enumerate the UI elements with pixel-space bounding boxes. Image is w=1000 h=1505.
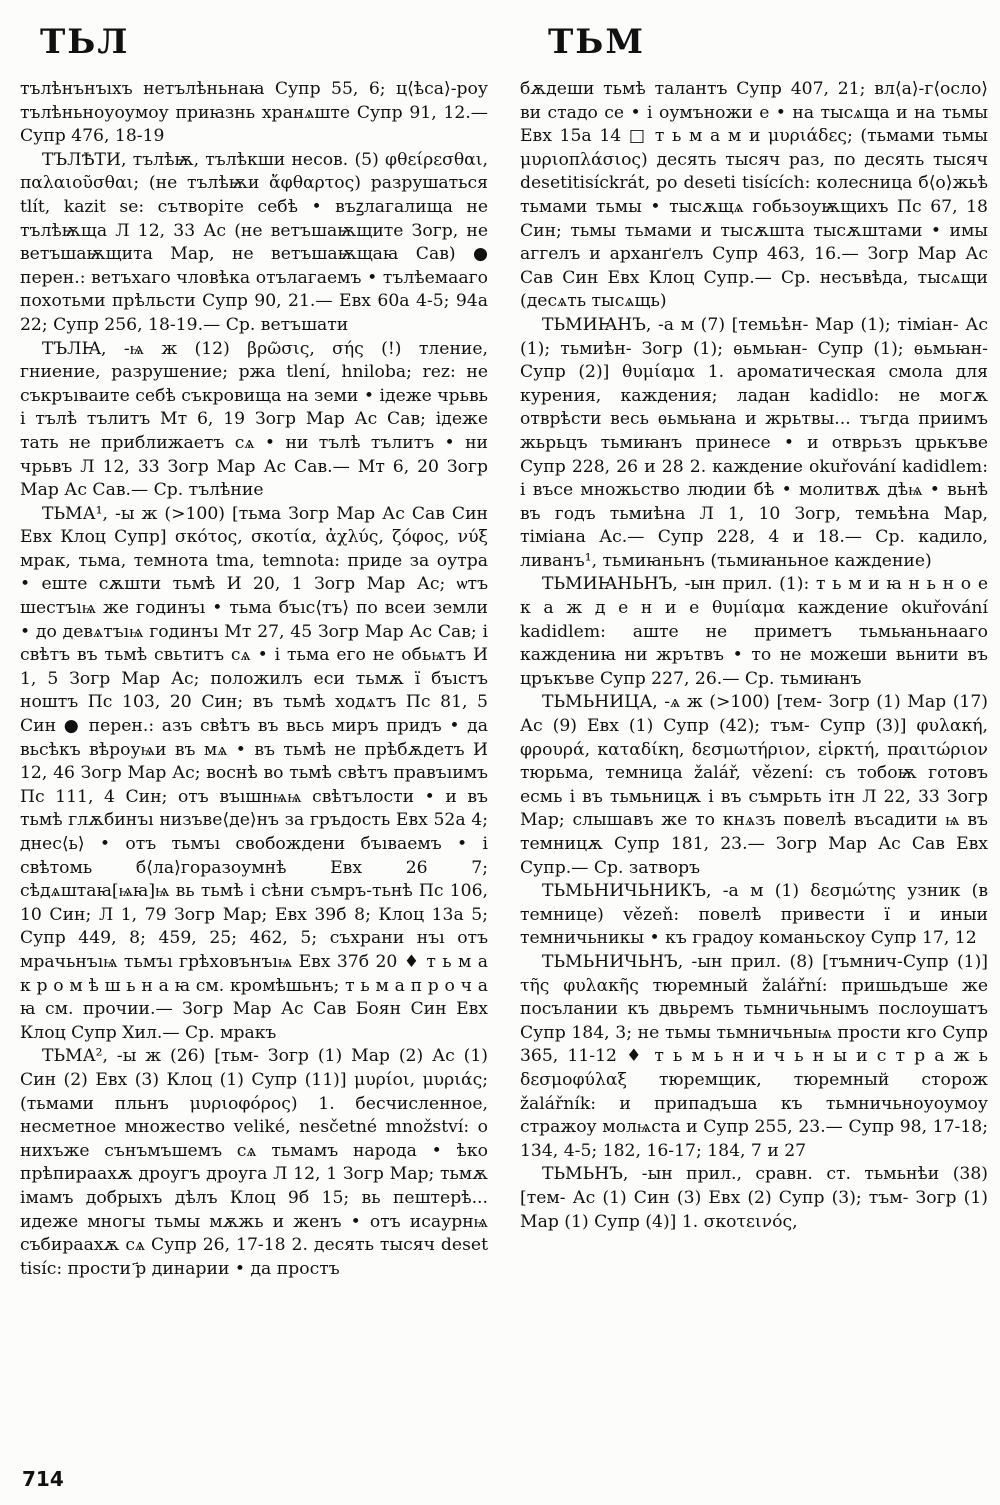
- dictionary-entry: ТЬМИꙖНЬНЪ, -ын прил. (1): т ь м и ꙗ н ь н о е к а ж д е н и е θυμίαμα каждение okuřování kadidlem: аште не приметъ тьмьꙗньнааго каждениꙗ ни жрътвъ • то не можеши вьнити въ цръкъве Супр 227, 26.— Ср. тьмиꙗнъ: [520, 574, 988, 689]
- page-number: 714: [22, 1467, 64, 1491]
- dictionary-entry: ТЬМЬНИЧЬНЪ, -ын прил. (8) [тъмнич-Супр (1)] τῆς φυλακῆς тюремный žalářní: пришьдъше же посълании къ двьремъ тьмничьнымъ послоушатъ Супр 184, 3; не тьмы тьмничьныѩ прости кго Супр 365, 11-12 ♦ т ь м ь н и ч ь н ы и с т р а ж ь δεσμοφύλαξ тюремщик, тюремный сторож žalářník: и припадъша къ тьмничьноуоумоу стражоу молѩста и Супр 255, 23.— Супр 98, 17-18; 134, 4-5; 182, 16-17; 184, 7 и 27: [520, 951, 988, 1161]
- running-head-right: ТЬМ: [548, 22, 645, 62]
- dictionary-entry: ТЪЛꙖ, -ѩ ж (12) βρῶσις, σής (!) тление, гниение, разрушение; ржа tlení, hniloba; rez: не съкръıваите себѣ съкровища на земи • ідеже чрьвь і тълѣ тълитъ Мт 6, 19 Зогр Мар Ас Сав; ідеже тать не приближаетъ сѧ • ни тълѣ тълитъ • ни чрьвъ Л 12, 33 Зогр Мар Ас Сав.— Мт 6, 20 Зогр Мар Ас Сав.— Ср. тълѣние: [20, 338, 488, 501]
- dictionary-entry: ТЬМИꙖНЪ, -а м (7) [темьѣн- Мар (1); тіміан- Ас (1); тьмиѣн- Зогр (1); ѳьмьꙗн- Супр (1); ѳьмьꙗн- Супр (2)] θυμίαμα 1. ароматическая смола для курения, каждения; ладан kadidlo: не могѫ отврѣсти весь ѳьмьꙗна и жрьтвы... тъгда приимъ жьрьцъ тьмиꙗнъ принесе • и отврьзъ црькъве Супр 228, 26 и 28 2. каждение okuřování kadidlem: і въсе множьство людии бѣ • молитвѫ дѣѩ • вьнѣ въ годъ тьмиѣна Л 1, 10 Зогр, темьѣна Мар, тіміана Ас.— Супр 228, 4 и 18.— Ср. кадило, ливанъ¹, тьмиꙗньнъ (тьмиꙗньное каждение): [520, 314, 988, 571]
- running-head-left: ТЬЛ: [40, 22, 130, 62]
- dictionary-entry-continuation: тълѣнънъıхъ нетълѣньнаꙗ Супр 55, 6; ц⟨ѣса⟩-роу тълѣньноуоумоу приꙗзнь хранѧште Супр 91, 12.— Супр 476, 18-19: [20, 79, 488, 147]
- dictionary-entry: ТЬМЬНЪ, -ын прил., сравн. ст. тьмьнѣи (38) [тем- Ас (1) Син (3) Евх (2) Супр (3); тъм- Зогр (1) Мар (1) Супр (4)] 1. σκοτεινός,: [520, 1164, 988, 1232]
- dictionary-entry: ТЬМА², -ы ж (26) [тьм- Зогр (1) Мар (2) Ас (1) Син (2) Евх (3) Клоц (1) Супр (11)] μυρίοι, μυριάς; (тьмами пльнъ μυριοφόρος) 1. бесчисленное, несметное множество veliké, nesčetné množství: о нихъже сънъмъшемъ сѧ тьмамъ народа • ѣко прѣпираахѫ дроугъ дроуга Л 12, 1 Зогр Мар; тьмѫ імамъ добрыхъ дѣлъ Клоц 9б 15; вь пештерѣ... идеже многы тьмы мѫжь и женъ • отъ исаурнѩ събираахѫ сѧ Супр 26, 17-18 2. десять тысяч deset tisíc: прости ҃р динарии • да простъ: [20, 1046, 488, 1279]
- dictionary-entry: ТЬМА¹, -ы ж (>100) [тьма Зогр Мар Ас Сав Син Евх Клоц Супр] σκότος, σκοτία, ἀχλύς, ζόφος, νύξ мрак, тьма, темнота tma, temnota: приде за оутра • еште сѫшти тьмѣ И 20, 1 Зогр Мар Ас; ѡтъ шестъıѩ же годинъı • тьма бъıс⟨тъ⟩ по всеи земли • до девѧтъıѩ годинъı Мт 27, 45 Зогр Мар Ас Сав; і свѣтъ въ тьмѣ свьтитъ сѧ • і тьма его не обьѩтъ И 1, 5 Зогр Мар Ас; положилъ еси тьмѫ ї бъıстъ ноштъ Пс 103, 20 Син; въ тьмѣ ходѧтъ Пс 81, 5 Син ● перен.: азъ свѣтъ въ вьсь миръ придъ • да вьсѣкъ вѣроуѩи въ мѧ • въ тьмѣ не прѣбѫдетъ И 12, 46 Зогр Мар Ас; воснѣ во тьмѣ свѣтъ правъıимъ Пс 111, 4 Син; отъ въıшнѩѩ свѣтълости • и въ тьмѣ глѫбинъı низъве⟨де⟩нъ за гръдость Евх 52а 4; днес⟨ь⟩ • отъ тьмъı свобождени бъıваемъ • і свѣтомь б⟨ла⟩горазоумнѣ Евх 26 7; сѣдѧштаꙗ[ѩꙗ]ѩ вь тьмѣ і сѣни съмръ-тьнѣ Пс 106, 10 Син; Л 1, 79 Зогр Мар; Евх 39б 8; Клоц 13а 5; Супр 449, 8; 459, 25; 462, 5; съхрани нъı отъ мрачьнъıѩ тьмъı грѣховънъıѩ Евх 37б 20 ♦ т ь м а к р о м ѣ ш ь н а ꙗ см. кромѣшьнъ; т ь м а п р о ч а ꙗ см. прочии.— Зогр Мар Ас Сав Боян Син Евх Клоц Супр Хил.— Ср. мракъ: [20, 503, 488, 1043]
- dictionary-entry: ТЪЛѢТИ, тълѣѭ, тълѣкши несов. (5) φθείρεσθαι, παλαιοῦσθαι; (не тълѣѭи ἄφθαρτος) разрушаться tlít, kazit se: сътворіте себѣ • въꙁлагалища не тълѣѭща Л 12, 33 Ас (не ветъшаѭщите Зогр, не ветъшаѭщита Мар, не ветъшаѭщаꙗ Сав) ● перен.: ветъхаго чловѣка отълагаемъ • тълѣемааго похотьми прѣльсти Супр 90, 21.— Евх 60а 4-5; 94а 22; Супр 256, 18-19.— Ср. ветъшати: [20, 149, 488, 335]
- dictionary-entry: ТЬМЬНИЦА, -ѧ ж (>100) [тем- Зогр (1) Мар (17) Ас (9) Евх (1) Супр (42); тъм- Супр (3)] φυλακή, φρουρά, καταδίκη, δεσμωτήριον, εἱρκτή, πραιτώριον тюрьма, темница žalář, vězení: съ тобоѭ готовъ есмь і въ тьмьницѫ і въ съмрьть ітн Л 22, 33 Зогр Мар; слышавъ же то кнѧзъ повелѣ въсадити ѩ въ темницѫ Супр 181, 23.— Зогр Мар Ас Сав Евх Супр.— Ср. затворъ: [520, 692, 988, 878]
- left-column: [20, 78, 488, 1281]
- dictionary-entry-continuation: бѫдеши тьмѣ талантъ Супр 407, 21; вл⟨а⟩-г⟨осло⟩ви стадо се • і оумъножи е • на тысѧща и на тьмы Евх 15а 14 □ т ь м а м и μυριάδες; (тьмами тьмы μυριοπλάσιος) десять тысяч раз, по десять тысяч desetitisíckrát, po deseti tisících: колесница б⟨о⟩жьѣ тьмами тьмы • тысѫщѧ гобьзоуѭщихъ Пс 67, 18 Син; тьмы тьмами и тысѫшта тысѫштами • имы аггелъ и арханґелъ Супр 463, 16.— Зогр Мар Ас Сав Син Евх Клоц Супр.— Ср. несъвѣда, тысѧщи (десѧть тысѧщь): [520, 79, 988, 312]
- right-column: [520, 78, 988, 1234]
- dictionary-entry: ТЬМЬНИЧЬНИКЪ, -а м (1) δεσμώτης узник (в темнице) vězeň: повелѣ привести ї и иныи темничьникы • къ градоу команьскоу Супр 17, 12: [520, 881, 988, 949]
